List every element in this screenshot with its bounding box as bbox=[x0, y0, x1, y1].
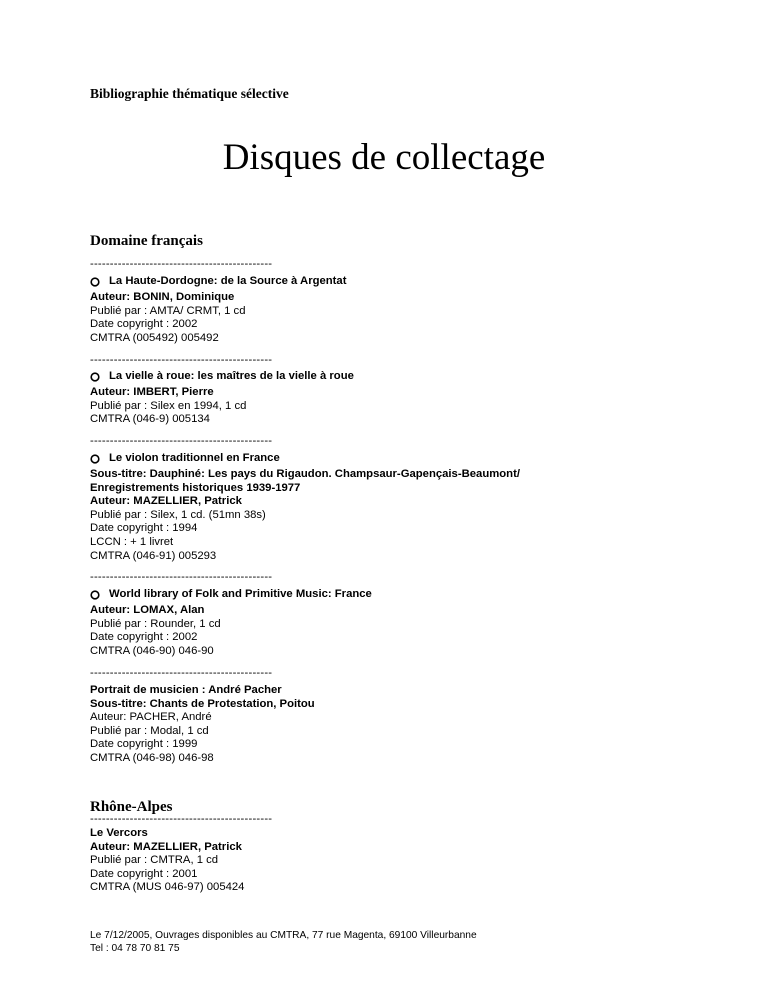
separator: ---------------------------------------------- bbox=[90, 571, 273, 583]
separator: ---------------------------------------------- bbox=[90, 258, 273, 270]
record-detail: Date copyright : 2002 bbox=[90, 318, 198, 331]
record-entry bbox=[90, 274, 710, 345]
record-detail: Publié par : Rounder, 1 cd bbox=[90, 617, 221, 630]
record-entry bbox=[90, 827, 710, 895]
record-subtitle: Enregistrements historiques 1939-1977 bbox=[90, 481, 301, 494]
record-subtitle: Sous-titre: Dauphiné: Les pays du Rigaudon. Champsaur-Gapençais-Beaumont/ bbox=[90, 468, 520, 480]
record-detail: Date copyright : 1999 bbox=[90, 738, 198, 751]
record-entry bbox=[90, 369, 710, 427]
record-title: La vielle à roue: les maîtres de la vielle à roue bbox=[109, 370, 354, 383]
record-detail: CMTRA (046-90) 046-90 bbox=[90, 644, 214, 657]
record-title: World library of Folk and Primitive Music: France bbox=[109, 588, 372, 601]
record-entry bbox=[90, 451, 710, 563]
record-detail: Publié par : CMTRA, 1 cd bbox=[90, 854, 219, 867]
circle-bullet-icon bbox=[90, 590, 100, 600]
footer-line: Tel : 04 78 70 81 75 bbox=[90, 942, 180, 954]
record-entry bbox=[90, 587, 710, 658]
page-title: Disques de collectage bbox=[222, 137, 546, 178]
record-detail: CMTRA (MUS 046-97) 005424 bbox=[90, 881, 245, 894]
separator: ---------------------------------------------- bbox=[90, 435, 273, 447]
document-header: Bibliographie thématique sélective bbox=[90, 86, 289, 101]
record-detail: CMTRA (005492) 005492 bbox=[90, 331, 219, 344]
record-detail: Publié par : Silex en 1994, 1 cd bbox=[90, 399, 247, 412]
section-heading-rhone-alpes: Rhône-Alpes bbox=[90, 799, 173, 815]
record-title: Le violon traditionnel en France bbox=[109, 452, 280, 465]
record-detail: CMTRA (046-98) 046-98 bbox=[90, 751, 214, 764]
record-entry bbox=[90, 684, 710, 766]
separator: ---------------------------------------------- bbox=[90, 813, 273, 825]
record-author: Auteur: MAZELLIER, Patrick bbox=[90, 495, 242, 508]
page-footer bbox=[90, 930, 477, 955]
circle-bullet-icon bbox=[90, 277, 100, 287]
record-author: Auteur: BONIN, Dominique bbox=[90, 291, 235, 303]
record-detail: Date copyright : 2002 bbox=[90, 631, 198, 644]
record-author: Auteur: MAZELLIER, Patrick bbox=[90, 840, 242, 853]
record-detail: Publié par : AMTA/ CRMT, 1 cd bbox=[90, 304, 246, 317]
record-title: La Haute-Dordogne: de la Source à Argentat bbox=[109, 275, 347, 288]
footer-line: Le 7/12/2005, Ouvrages disponibles au CMTRA, 77 rue Magenta, 69100 Villeurbanne bbox=[90, 930, 477, 941]
record-detail: Auteur: PACHER, André bbox=[90, 711, 212, 724]
circle-bullet-icon bbox=[90, 454, 100, 464]
record-detail: Publié par : Silex, 1 cd. (51mn 38s) bbox=[90, 508, 266, 521]
record-detail: Date copyright : 2001 bbox=[90, 867, 198, 880]
record-detail: Date copyright : 1994 bbox=[90, 522, 198, 535]
record-subtitle: Sous-titre: Chants de Protestation, Poitou bbox=[90, 697, 315, 710]
record-title: Le Vercors bbox=[90, 827, 148, 839]
record-author: Auteur: LOMAX, Alan bbox=[90, 604, 205, 616]
section-heading-domaine-francais: Domaine français bbox=[90, 233, 203, 249]
record-title: Portrait de musicien : André Pacher bbox=[90, 684, 282, 696]
circle-bullet-icon bbox=[90, 372, 100, 382]
record-detail: CMTRA (046-9) 005134 bbox=[90, 413, 210, 426]
separator: ---------------------------------------------- bbox=[90, 354, 273, 366]
record-detail: LCCN : + 1 livret bbox=[90, 535, 174, 548]
record-detail: CMTRA (046-91) 005293 bbox=[90, 549, 217, 562]
record-author: Auteur: IMBERT, Pierre bbox=[90, 386, 214, 398]
separator: ---------------------------------------------- bbox=[90, 667, 273, 679]
record-detail: Publié par : Modal, 1 cd bbox=[90, 724, 209, 737]
